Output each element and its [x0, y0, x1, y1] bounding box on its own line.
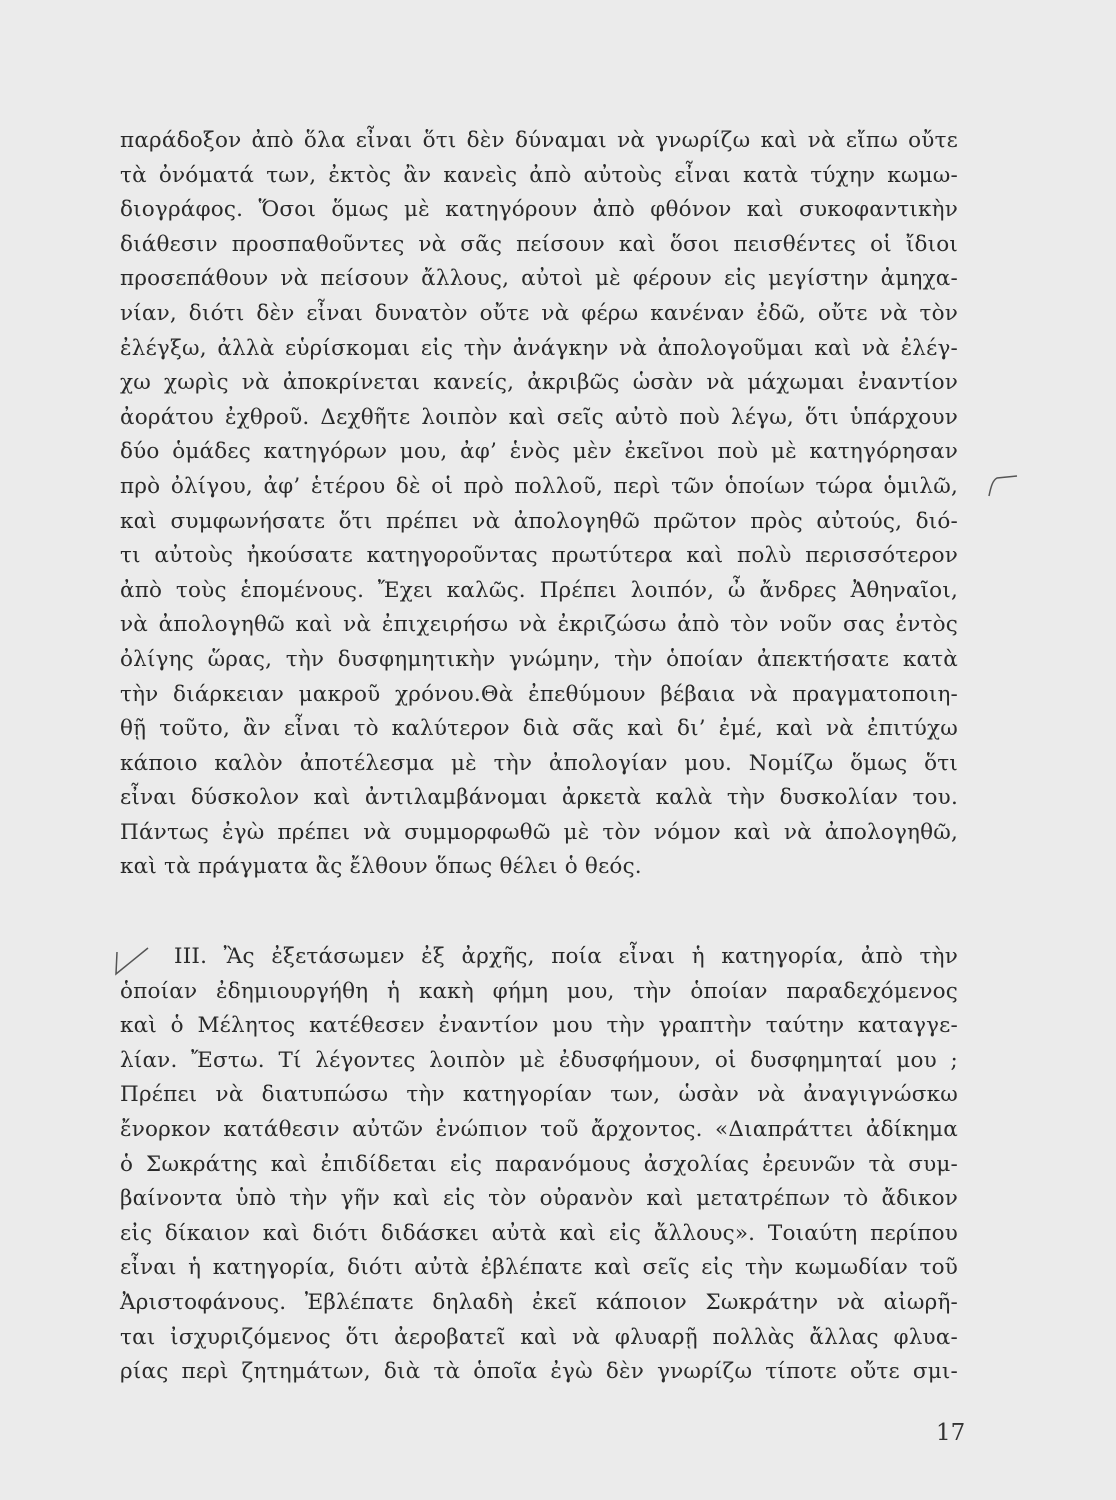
pencil-margin-mark-icon [985, 470, 1025, 500]
text-line: III. Ἂς ἐξετάσωμεν ἐξ ἀρχῆς, ποία εἶναι ἡ κατηγορία, ἀπὸ τὴν [174, 944, 958, 969]
text-line: ται ἰσχυριζόμενος ὅτι ἀεροβατεῖ καὶ νὰ φλυαρῇ πολλὰς ἄλλας φλυα- [120, 1324, 958, 1350]
text-line: τὴν διάρκειαν μακροῦ χρόνου.Θὰ ἐπεθύμουν βέβαια νὰ πραγματοποιη- [120, 681, 958, 707]
text-line: ἔνορκον κατάθεσιν αὐτῶν ἐνώπιον τοῦ ἄρχοντος. «Διαπράττει ἀδίκημα [120, 1116, 958, 1142]
text-line: εἶναι δύσκολον καὶ ἀντιλαμβάνομαι ἀρκετὰ καλὰ τὴν δυσκολίαν του. [120, 785, 958, 811]
text-line: καὶ ὁ Μέλητος κατέθεσεν ἐναντίον μου τὴν γραπτὴν ταύτην καταγγε- [120, 1013, 958, 1039]
text-line: προσεπάθουν νὰ πείσουν ἄλλους, αὐτοὶ μὲ φέρουν εἰς μεγίστην ἀμηχα- [120, 266, 958, 292]
paragraph-1 [120, 124, 958, 885]
text-line: δύο ὁμάδες κατηγόρων μου, ἀφ’ ἑνὸς μὲν ἐκεῖνοι ποὺ μὲ κατηγόρησαν [120, 439, 958, 465]
text-line: ἐλέγξω, ἀλλὰ εὑρίσκομαι εἰς τὴν ἀνάγκην νὰ ἀπολογοῦμαι καὶ νὰ ἐλέγ- [120, 335, 958, 361]
text-line: τι αὐτοὺς ἠκούσατε κατηγοροῦντας πρωτύτερα καὶ πολὺ περισσότερον [120, 543, 958, 569]
text-line: θῇ τοῦτο, ἂν εἶναι τὸ καλύτερον διὰ σᾶς καὶ δι’ ἐμέ, καὶ νὰ ἐπιτύχω [120, 716, 958, 742]
page-number: 17 [936, 1420, 966, 1446]
text-line: λίαν. Ἔστω. Τί λέγοντες λοιπὸν μὲ ἐδυσφήμουν, οἱ δυσφημηταί μου ; [120, 1047, 958, 1073]
text-line: εἰς δίκαιον καὶ διότι διδάσκει αὐτὰ καὶ εἰς ἄλλους». Τοιαύτη περίπου [120, 1220, 958, 1246]
text-line: ὁποίαν ἐδημιουργήθη ἡ κακὴ φήμη μου, τὴν ὁποίαν παραδεχόμενος [120, 978, 958, 1004]
text-line: διογράφος. Ὅσοι ὅμως μὲ κατηγόρουν ἀπὸ φθόνον καὶ συκοφαντικὴν [120, 197, 958, 223]
text-line: παράδοξον ἀπὸ ὅλα εἶναι ὅτι δὲν δύναμαι νὰ γνωρίζω καὶ νὰ εἴπω οὔτε [120, 128, 958, 153]
paragraph-2 [120, 940, 958, 1390]
text-line: ἀπὸ τοὺς ἑπομένους. Ἔχει καλῶς. Πρέπει λοιπόν, ὦ ἄνδρες Ἀθηναῖοι, [120, 577, 958, 603]
text-line: ὁ Σωκράτης καὶ ἐπιδίδεται εἰς παρανόμους ἀσχολίας ἐρευνῶν τὰ συμ- [120, 1151, 958, 1177]
text-line: Ἀριστοφάνους. Ἐβλέπατε δηλαδὴ ἐκεῖ κάποιον Σωκράτην νὰ αἰωρῆ- [120, 1289, 958, 1315]
text-line: χω χωρὶς νὰ ἀποκρίνεται κανείς, ἀκριβῶς ὡσὰν νὰ μάχωμαι ἐναντίον [120, 370, 958, 396]
text-line: τὰ ὀνόματά των, ἐκτὸς ἂν κανεὶς ἀπὸ αὐτοὺς εἶναι κατὰ τύχην κωμω- [120, 162, 958, 188]
text-line: νὰ ἀπολογηθῶ καὶ νὰ ἐπιχειρήσω νὰ ἐκριζώσω ἀπὸ τὸν νοῦν σας ἐντὸς [120, 612, 958, 638]
text-line: Πρέπει νὰ διατυπώσω τὴν κατηγορίαν των, ὡσὰν νὰ ἀναγιγνώσκω [120, 1082, 958, 1108]
text-line: διάθεσιν προσπαθοῦντες νὰ σᾶς πείσουν καὶ ὅσοι πεισθέντες οἱ ἴδιοι [120, 231, 958, 257]
text-line: εἶναι ἡ κατηγορία, διότι αὐτὰ ἐβλέπατε καὶ σεῖς εἰς τὴν κωμωδίαν τοῦ [120, 1255, 958, 1281]
text-line: ὀλίγης ὥρας, τὴν δυσφημητικὴν γνώμην, τὴν ὁποίαν ἀπεκτήσατε κατὰ [120, 646, 958, 672]
text-line: καὶ συμφωνήσατε ὅτι πρέπει νὰ ἀπολογηθῶ πρῶτον πρὸς αὐτούς, διό- [120, 508, 958, 534]
text-line: βαίνοντα ὑπὸ τὴν γῆν καὶ εἰς τὸν οὐρανὸν καὶ μετατρέπων τὸ ἄδικον [120, 1186, 958, 1212]
text-line: νίαν, διότι δὲν εἶναι δυνατὸν οὔτε νὰ φέρω κανέναν ἐδῶ, οὔτε νὰ τὸν [120, 300, 958, 326]
text-line: καὶ τὰ πράγματα ἂς ἔλθουν ὅπως θέλει ὁ θεός. [120, 854, 642, 880]
text-line: κάποιο καλὸν ἀποτέλεσμα μὲ τὴν ἀπολογίαν μου. Νομίζω ὅμως ὅτι [120, 750, 958, 776]
text-line: πρὸ ὀλίγου, ἀφ’ ἑτέρου δὲ οἱ πρὸ πολλοῦ, περὶ τῶν ὁποίων τώρα ὁμιλῶ, [120, 473, 958, 499]
text-line: ρίας περὶ ζητημάτων, διὰ τὰ ὁποῖα ἐγὼ δὲν γνωρίζω τίποτε οὔτε σμι- [120, 1359, 958, 1385]
text-line: ἀοράτου ἐχθροῦ. Δεχθῆτε λοιπὸν καὶ σεῖς αὐτὸ ποὺ λέγω, ὅτι ὑπάρχουν [120, 404, 958, 430]
text-line: Πάντως ἐγὼ πρέπει νὰ συμμορφωθῶ μὲ τὸν νόμον καὶ νὰ ἀπολογηθῶ, [120, 819, 958, 845]
